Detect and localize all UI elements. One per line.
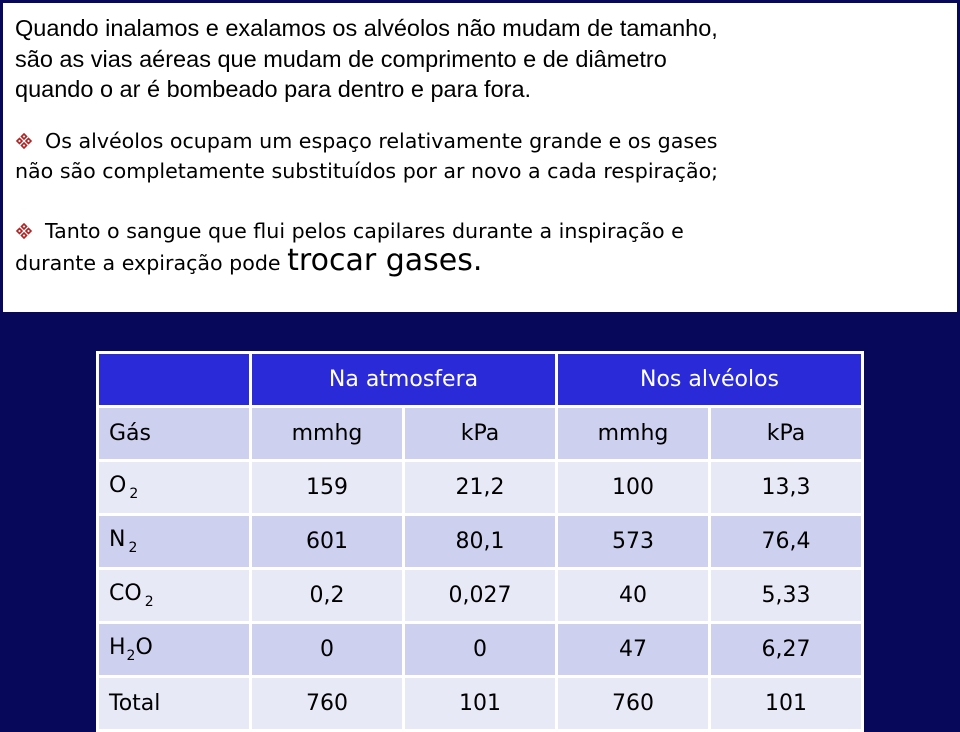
bullet-2-line-2-text: durante a expiração pode [15,251,288,275]
value-cell: 760 [557,677,710,731]
group-header-alveoli: Nos alvéolos [557,353,863,407]
value-cell: 101 [710,677,863,731]
column-header-atm-kpa: kPa [404,407,557,461]
value-cell: 40 [557,569,710,623]
gas-name-cell [98,515,251,569]
gas-subscript: 2 [144,594,154,610]
bullet-item-2 [15,216,945,247]
gas-suffix: O [135,635,153,660]
value-cell: 47 [557,623,710,677]
value-cell: 76,4 [710,515,863,569]
intro-line-3: quando o ar é bombeado para dentro e para fora. [15,76,532,102]
bullet-1-line-2: não são completamente substituídos por ar novo a cada respiração; [15,159,719,183]
gas-name-cell [98,569,251,623]
table-corner-cell [98,353,251,407]
text-panel [3,3,957,312]
value-cell: 573 [557,515,710,569]
gas-symbol: CO [109,581,142,606]
gas-symbol: Total [109,691,161,716]
value-cell: 601 [251,515,404,569]
column-header-gas: Gás [98,407,251,461]
group-header-atmosphere: Na atmosfera [251,353,557,407]
value-cell: 159 [251,461,404,515]
gas-name-cell [98,677,251,731]
gas-symbol: H [109,635,126,660]
value-cell: 0 [404,623,557,677]
table-group-header-row [98,353,863,407]
table-row [98,677,863,731]
table-row [98,515,863,569]
bullet-2-line-2 [15,243,945,279]
value-cell: 101 [404,677,557,731]
value-cell: 0,027 [404,569,557,623]
diamond-bullet-icon [16,133,32,149]
value-cell: 13,3 [710,461,863,515]
gas-subscript: 2 [126,648,136,664]
value-cell: 0,2 [251,569,404,623]
bullet-item-1 [15,126,945,157]
gas-symbol: O [109,473,127,498]
gas-subscript: 2 [128,540,138,556]
gas-pressure-table [96,351,864,732]
value-cell: 6,27 [710,623,863,677]
intro-line-1: Quando inalamos e exalamos os alvéolos não mudam de tamanho, [15,15,718,41]
value-cell: 100 [557,461,710,515]
gas-name-cell [98,461,251,515]
column-header-alv-mmhg: mmhg [557,407,710,461]
table-row [98,623,863,677]
table-row [98,461,863,515]
column-header-atm-mmhg: mmhg [251,407,404,461]
diamond-bullet-icon [16,223,32,239]
intro-line-2: são as vias aéreas que mudam de comprimento e de diâmetro [15,45,667,72]
gas-subscript: 2 [129,486,139,502]
table-units-row [98,407,863,461]
gas-symbol: N [109,527,126,552]
value-cell: 760 [251,677,404,731]
bullet-2-emphasis: trocar gases. [287,243,483,278]
value-cell: 0 [251,623,404,677]
value-cell: 21,2 [404,461,557,515]
gas-name-cell [98,623,251,677]
bullet-2-line-1: Tanto o sangue que flui pelos capilares durante a inspiração e [45,218,684,243]
value-cell: 80,1 [404,515,557,569]
bullet-1-line-1: Os alvéolos ocupam um espaço relativamente grande e os gases [45,128,718,153]
table-row [98,569,863,623]
value-cell: 5,33 [710,569,863,623]
column-header-alv-kpa: kPa [710,407,863,461]
